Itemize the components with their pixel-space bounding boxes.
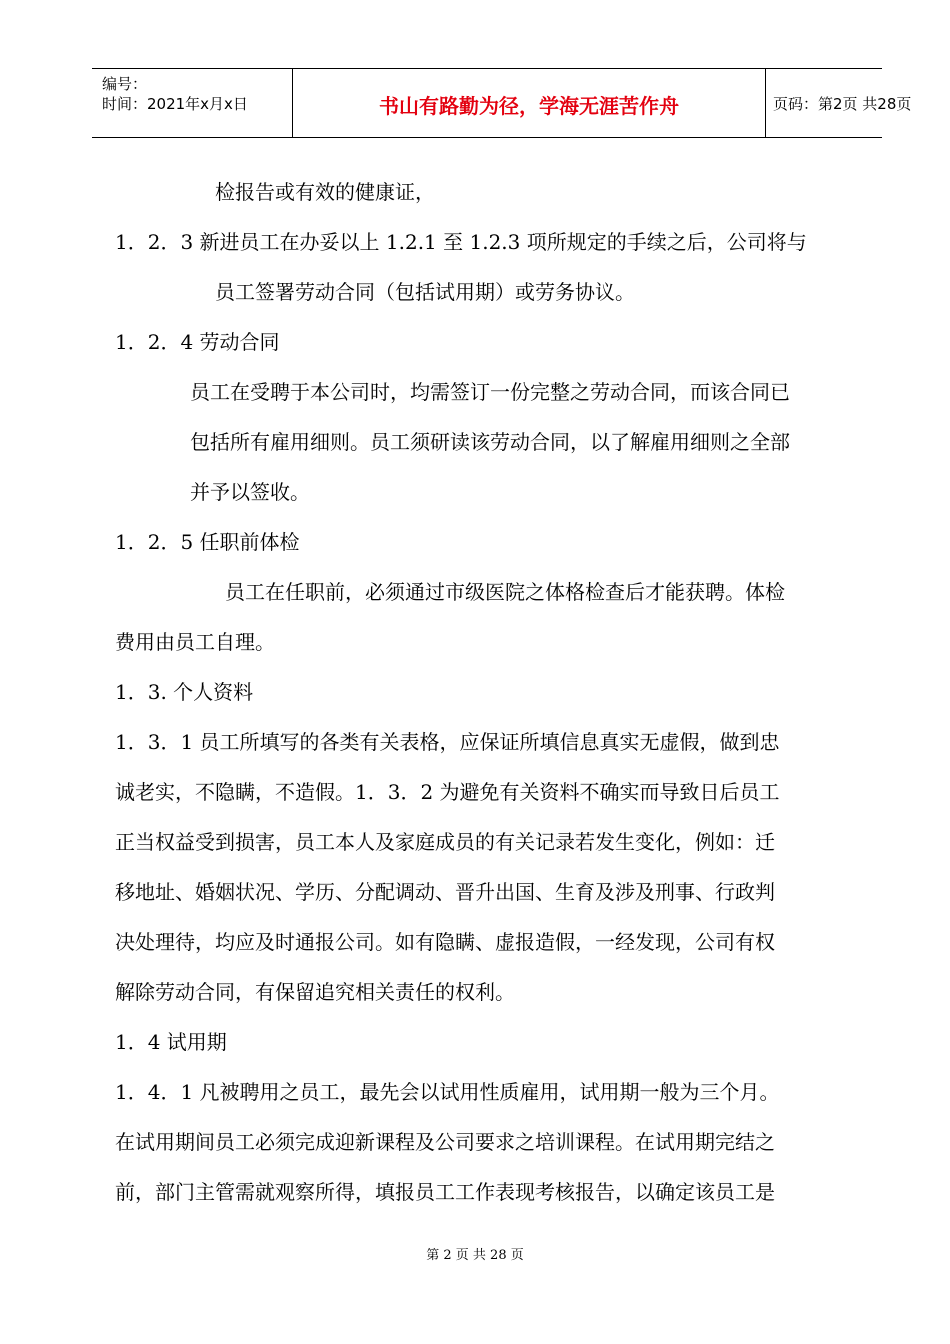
text-line: 诚老实，不隐瞒，不造假。1．3．2 为避免有关资料不确实而导致日后员工 [115, 780, 780, 804]
text-line: 员工在受聘于本公司时，均需签订一份完整之劳动合同，而该合同已 [190, 380, 790, 404]
text-line: 检报告或有效的健康证， [215, 180, 435, 204]
section-heading: 1．3. 个人资料 [115, 680, 254, 704]
text-line: 在试用期间员工必须完成迎新课程及公司要求之培训课程。在试用期完结之 [115, 1130, 775, 1154]
text-line: 决处理待，均应及时通报公司。如有隐瞒、虚报造假，一经发现，公司有权 [115, 930, 775, 954]
id-label: 编号： [102, 75, 148, 93]
text-line: 1．3．1 员工所填写的各类有关表格，应保证所填信息真实无虚假，做到忠 [115, 730, 780, 754]
text-line: 正当权益受到损害，员工本人及家庭成员的有关记录若发生变化，例如：迁 [115, 830, 775, 854]
time-label: 时间：2021年x月x日 [102, 95, 248, 113]
header-table [92, 68, 912, 138]
text-line: 员工签署劳动合同（包括试用期）或劳务协议。 [215, 280, 635, 304]
text-line: 1．2．3 新进员工在办妥以上 1.2.1 至 1.2.3 项所规定的手续之后，公司将与 [115, 230, 807, 254]
header-middle-cell [292, 69, 766, 137]
section-heading: 1．2．4 劳动合同 [115, 330, 280, 354]
section-heading: 1．4 试用期 [115, 1030, 227, 1054]
header-left-cell [92, 69, 292, 137]
text-line: 解除劳动合同，有保留追究相关责任的权利。 [115, 980, 515, 1004]
header-page-info: 页码：第2页 共28页 [773, 95, 912, 113]
text-line: 并予以签收。 [190, 480, 310, 504]
text-line: 包括所有雇用细则。员工须研读该劳动合同，以了解雇用细则之全部 [190, 430, 790, 454]
motto: 书山有路勤为径，学海无涯苦作舟 [379, 94, 679, 118]
text-line: 费用由员工自理。 [115, 630, 275, 654]
text-line: 1．4．1 凡被聘用之员工，最先会以试用性质雇用，试用期一般为三个月。 [115, 1080, 780, 1104]
page-footer: 第 2 页 共 28 页 [426, 1248, 524, 1263]
text-line: 前，部门主管需就观察所得，填报员工工作表现考核报告，以确定该员工是 [115, 1180, 775, 1204]
header-right-cell [765, 69, 912, 137]
text-line: 移地址、婚姻状况、学历、分配调动、晋升出国、生育及涉及刑事、行政判 [115, 880, 775, 904]
text-line: 员工在任职前，必须通过市级医院之体格检查后才能获聘。体检 [225, 580, 785, 604]
section-heading: 1．2．5 任职前体检 [115, 530, 300, 554]
